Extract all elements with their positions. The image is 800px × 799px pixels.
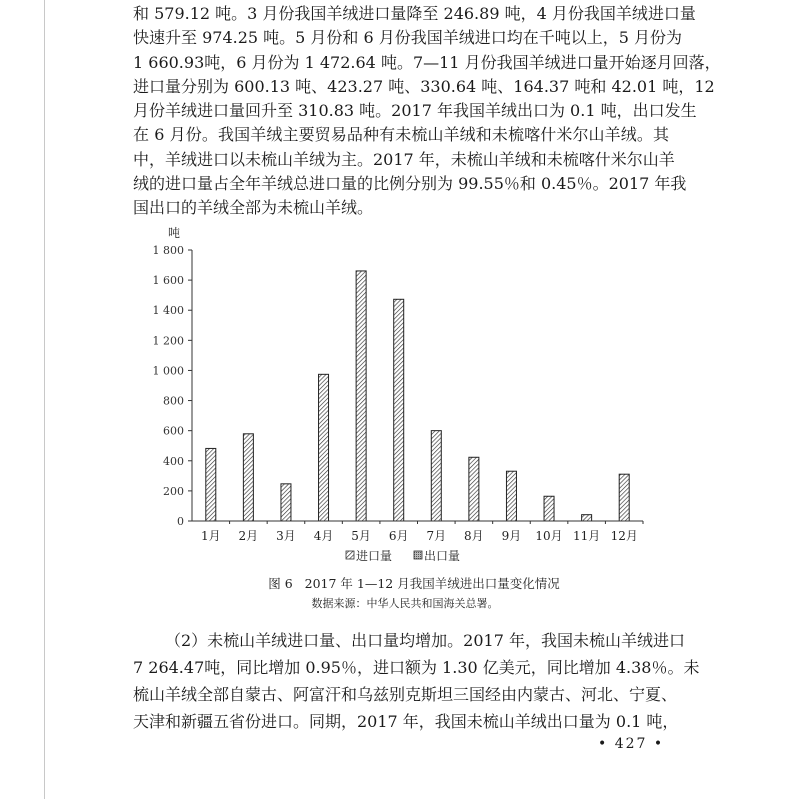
- y-axis-unit: 吨: [168, 226, 181, 240]
- x-tick-label: 10月: [535, 529, 563, 543]
- text-line: 和 579.12 吨。3 月份我国羊绒进口量降至 246.89 吨，4 月份我国羊绒进口量: [133, 4, 696, 23]
- x-tick-label: 5月: [351, 529, 371, 543]
- legend-swatch-export: [414, 551, 422, 559]
- bar-import-12: [619, 474, 629, 521]
- text-line: 国出口的羊绒全部为未梳山羊绒。: [133, 198, 374, 217]
- text-line: 绒的进口量占全年羊绒总进口量的比例分别为 99.55％和 0.45％。2017 年我: [133, 173, 687, 193]
- x-tick-label: 1月: [200, 529, 221, 543]
- x-tick-label: 7月: [426, 529, 447, 543]
- text-line: （2）未梳山羊绒进口量、出口量均增加。2017 年，我国未梳山羊绒进口: [165, 631, 685, 650]
- bar-import-8: [469, 457, 479, 521]
- y-tick-label: 200: [163, 484, 184, 498]
- bar-import-4: [319, 374, 329, 521]
- y-tick-label: 0: [177, 515, 184, 528]
- x-tick-label: 6月: [388, 529, 409, 543]
- bar-import-6: [394, 299, 404, 521]
- bar-import-11: [582, 515, 592, 521]
- figure-source: 数据来源：中华人民共和国海关总署。: [311, 597, 499, 610]
- text-line: 快速升至 974.25 吨。5 月份和 6 月份我国羊绒进口均在千吨以上，5 月份为: [133, 28, 683, 48]
- x-tick-label: 2月: [238, 529, 259, 543]
- bar-import-1: [206, 448, 216, 521]
- y-tick-label: 600: [163, 424, 184, 438]
- bar-import-7: [431, 431, 441, 521]
- y-tick-label: 800: [163, 394, 184, 408]
- x-tick-label: 12月: [610, 529, 638, 543]
- y-tick-label: 1 400: [152, 304, 184, 318]
- y-tick-label: 1 800: [152, 244, 184, 257]
- y-tick-label: 400: [163, 454, 184, 468]
- text-line: 中，羊绒进口以未梳山羊绒为主。2017 年，未梳山羊绒和未梳喀什米尔山羊: [133, 149, 675, 169]
- text-line: 月份羊绒进口量回升至 310.83 吨。2017 年我国羊绒出口为 0.1 吨，出口发生: [133, 101, 697, 120]
- legend-label-export: 出口量: [424, 549, 461, 563]
- legend-label-import: 进口量: [356, 549, 393, 563]
- y-tick-label: 1 200: [152, 334, 184, 348]
- text-line: 梳山羊绒全部自蒙古、阿富汗和乌兹别克斯坦三国经由内蒙古、河北、宁夏、: [133, 685, 678, 704]
- x-tick-label: 3月: [276, 529, 296, 543]
- x-tick-label: 8月: [464, 529, 484, 543]
- bar-import-5: [356, 271, 366, 521]
- legend-swatch-import: [346, 551, 354, 559]
- text-line: 1 660.93吨，6 月份为 1 472.64 吨。7—11 月份我国羊绒进口量开始逐月回落，: [133, 52, 721, 72]
- figure-caption: 图 6 2017 年 1—12 月我国羊绒进出口量变化情况: [268, 576, 560, 591]
- bar-import-10: [544, 496, 554, 521]
- x-tick-label: 4月: [313, 529, 334, 543]
- text-line: 天津和新疆五省份进口。同期，2017 年，我国未梳山羊绒出口量为 0.1 吨，: [133, 712, 679, 731]
- page-number: • 427 •: [598, 736, 665, 752]
- text-line: 7 264.47吨，同比增加 0.95％，进口额为 1.30 亿美元，同比增加 4.38％。未: [133, 658, 700, 677]
- text-line: 在 6 月份。我国羊绒主要贸易品种有未梳山羊绒和未梳喀什米尔山羊绒。其: [133, 125, 669, 145]
- y-tick-label: 1 000: [152, 364, 184, 378]
- text-line: 进口量分别为 600.13 吨、423.27 吨、330.64 吨、164.37 吨和 42.01 吨，12: [133, 76, 715, 96]
- bar-import-3: [281, 484, 291, 521]
- legend: [346, 548, 460, 563]
- y-tick-label: 1 600: [152, 274, 184, 288]
- x-tick-label: 11月: [572, 529, 601, 543]
- bar-import-9: [506, 471, 516, 521]
- x-tick-label: 9月: [501, 529, 522, 543]
- bottom-paragraph: [133, 627, 700, 735]
- bar-import-2: [243, 434, 253, 521]
